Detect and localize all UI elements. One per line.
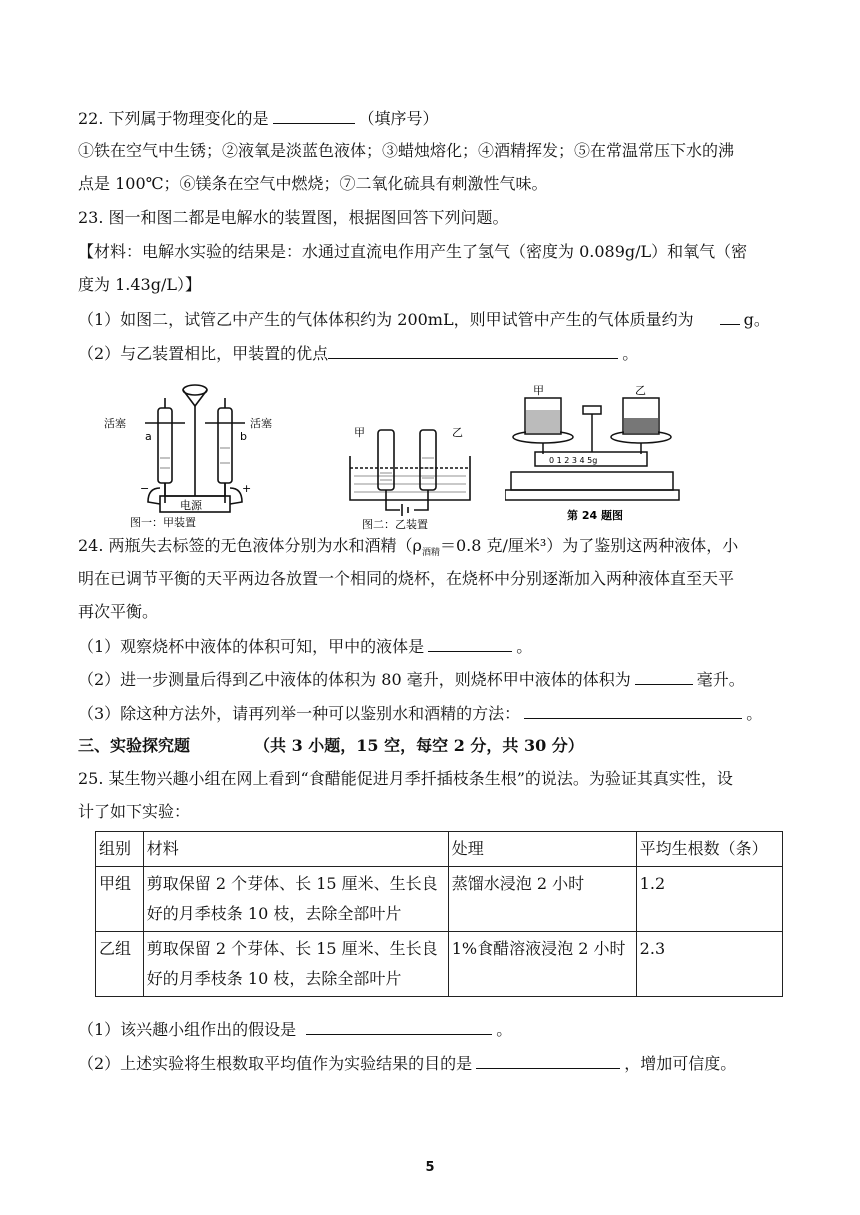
figure1-apparatus-jia (100, 378, 280, 528)
q24-part1-blank[interactable] (428, 635, 512, 652)
q25-part2 (78, 1052, 736, 1075)
section3-detail: （共 3 小题，15 空，每空 2 分，共 30 分） (254, 736, 584, 755)
figure2-apparatus-yi (340, 418, 490, 530)
q23-part2 (78, 342, 638, 365)
q25-part1-text: （1）该兴趣小组作出的假设是 (78, 1020, 297, 1039)
q23-stem: 23. 图一和图二都是电解水的装置图，根据图回答下列问题。 (78, 208, 509, 227)
table-cell-material (143, 932, 448, 997)
table-header-cell: 材料 (143, 832, 448, 867)
fig3-yi-liquid (624, 418, 658, 433)
fig2-caption: 图二：乙装置 (362, 518, 428, 530)
q22-stem-text: 22. 下列属于物理变化的是 (78, 109, 269, 128)
table-cell-group: 甲组 (96, 867, 144, 932)
fig1-tube-a-label: a (145, 430, 152, 443)
fig1-minus-label: − (140, 482, 150, 495)
fig2-jia-label: 甲 (354, 426, 365, 439)
q22-answer-blank[interactable] (273, 107, 355, 124)
q24-part1-text: （1）观察烧杯中液体的体积可知，甲中的液体是 (78, 637, 425, 656)
table-cell-treatment: 1%食醋溶液浸泡 2 小时 (448, 932, 636, 997)
q24-rho-subscript: 酒精 (421, 548, 440, 559)
fig3-scale-label: 0 1 2 3 4 5g (549, 456, 598, 465)
q24-part3-blank[interactable] (524, 702, 742, 719)
q24-stem-line2: 明在已调节平衡的天平两边各放置一个相同的烧杯，在烧杯中分别逐渐加入两种液体直至天平 (78, 569, 735, 588)
q24-line1-text: 24. 两瓶失去标签的无色液体分别为水和酒精（ρ (78, 536, 422, 555)
fig1-tube-b-label: b (240, 430, 247, 443)
q23-part1-text: （1）如图二，试管乙中产生的气体体积约为 200mL，则甲试管中产生的气体质量约为 (78, 310, 694, 329)
table-header-cell: 平均生根数（条） (636, 832, 782, 867)
q22-options-line2: 点是 100℃；⑥镁条在空气中燃烧；⑦二氧化硫具有刺激性气味。 (78, 174, 548, 193)
fig2-yi-label: 乙 (452, 426, 463, 439)
q24-stem-line1 (78, 535, 738, 564)
fig1-power-label: 电源 (180, 499, 202, 512)
table-header-row (96, 832, 783, 867)
q24-part1-end: 。 (516, 637, 533, 656)
q22-stem-note: （填序号） (358, 109, 439, 128)
page-number: 5 (425, 1160, 435, 1175)
q23-material-line2: 度为 1.43g/L）】 (78, 275, 201, 294)
q25-part1 (78, 1018, 512, 1041)
q22-options-line1: ①铁在空气中生锈；②液氧是淡蓝色液体；③蜡烛熔化；④酒精挥发；⑤在常温常压下水的沸 (78, 141, 735, 160)
q25-experiment-table (95, 831, 783, 997)
q25-part2-blank[interactable] (476, 1052, 620, 1069)
fig1-caption: 图一：甲装置 (130, 516, 196, 528)
figure3-balance (505, 382, 680, 524)
material-line2: 好的月季枝条 10 枝，去除全部叶片 (146, 969, 402, 988)
q24-part2-text: （2）进一步测量后得到乙中液体的体积为 80 毫升，则烧杯甲中液体的体积为 (78, 670, 631, 689)
fig3-jia-label: 甲 (533, 384, 544, 397)
q25-part2-end: ，增加可信度。 (624, 1054, 737, 1073)
q24-part2 (78, 668, 745, 691)
q22-stem (78, 107, 439, 130)
q25-stem-line1: 25. 某生物兴趣小组在网上看到“食醋能促进月季扦插枝条生根”的说法。为验证其真实性，设 (78, 769, 733, 788)
material-line1: 剪取保留 2 个芽体、长 15 厘米、生长良 (146, 874, 438, 893)
table-row (96, 932, 783, 997)
fig1-plus-label: + (242, 482, 252, 495)
table-row (96, 867, 783, 932)
q23-part1 (78, 308, 770, 331)
table-cell-material (143, 867, 448, 932)
q23-material-line1: 【材料：电解水实验的结果是：水通过直流电作用产生了氢气（密度为 0.089g/L）和氧气（密 (78, 242, 748, 261)
q24-part3 (78, 702, 762, 725)
q23-part2-end: 。 (622, 344, 639, 363)
table-header-cell: 组别 (96, 832, 144, 867)
fig3-caption: 第 24 题图 (567, 509, 623, 522)
q24-line1-tail: ＝0.8 克/厘米³）为了鉴别这两种液体，小 (439, 536, 739, 555)
table-cell-treatment: 蒸馏水浸泡 2 小时 (448, 867, 636, 932)
q23-part1-blank[interactable] (720, 308, 740, 325)
q23-part2-text: （2）与乙装置相比，甲装置的优点 (78, 344, 329, 363)
material-line2: 好的月季枝条 10 枝，去除全部叶片 (146, 904, 402, 923)
q25-part2-text: （2）上述实验将生根数取平均值作为实验结果的目的是 (78, 1054, 473, 1073)
section3-heading (78, 735, 584, 757)
q24-part1 (78, 635, 532, 658)
fig1-stopcock-left-label: 活塞 (104, 417, 126, 430)
q23-part2-blank[interactable] (328, 342, 618, 359)
q23-part1-unit: g。 (743, 310, 770, 329)
fig3-yi-label: 乙 (635, 384, 646, 397)
table-cell-roots: 2.3 (636, 932, 782, 997)
q25-part1-blank[interactable] (306, 1018, 492, 1035)
q25-stem-line2: 计了如下实验： (78, 802, 191, 821)
q24-part2-blank[interactable] (635, 668, 693, 685)
table-cell-roots: 1.2 (636, 867, 782, 932)
table-cell-group: 乙组 (96, 932, 144, 997)
fig1-stopcock-right-label: 活塞 (250, 417, 272, 430)
material-line1: 剪取保留 2 个芽体、长 15 厘米、生长良 (146, 939, 438, 958)
table-header-cell: 处理 (448, 832, 636, 867)
q24-stem-line3: 再次平衡。 (78, 602, 159, 621)
q24-part3-text: （3）除这种方法外，请再列举一种可以鉴别水和酒精的方法： (78, 704, 521, 723)
q24-part2-unit: 毫升。 (696, 670, 745, 689)
section3-title: 三、实验探究题 (78, 736, 191, 755)
q24-part3-end: 。 (746, 704, 763, 723)
q25-part1-end: 。 (496, 1020, 513, 1039)
fig3-jia-liquid (526, 410, 560, 433)
